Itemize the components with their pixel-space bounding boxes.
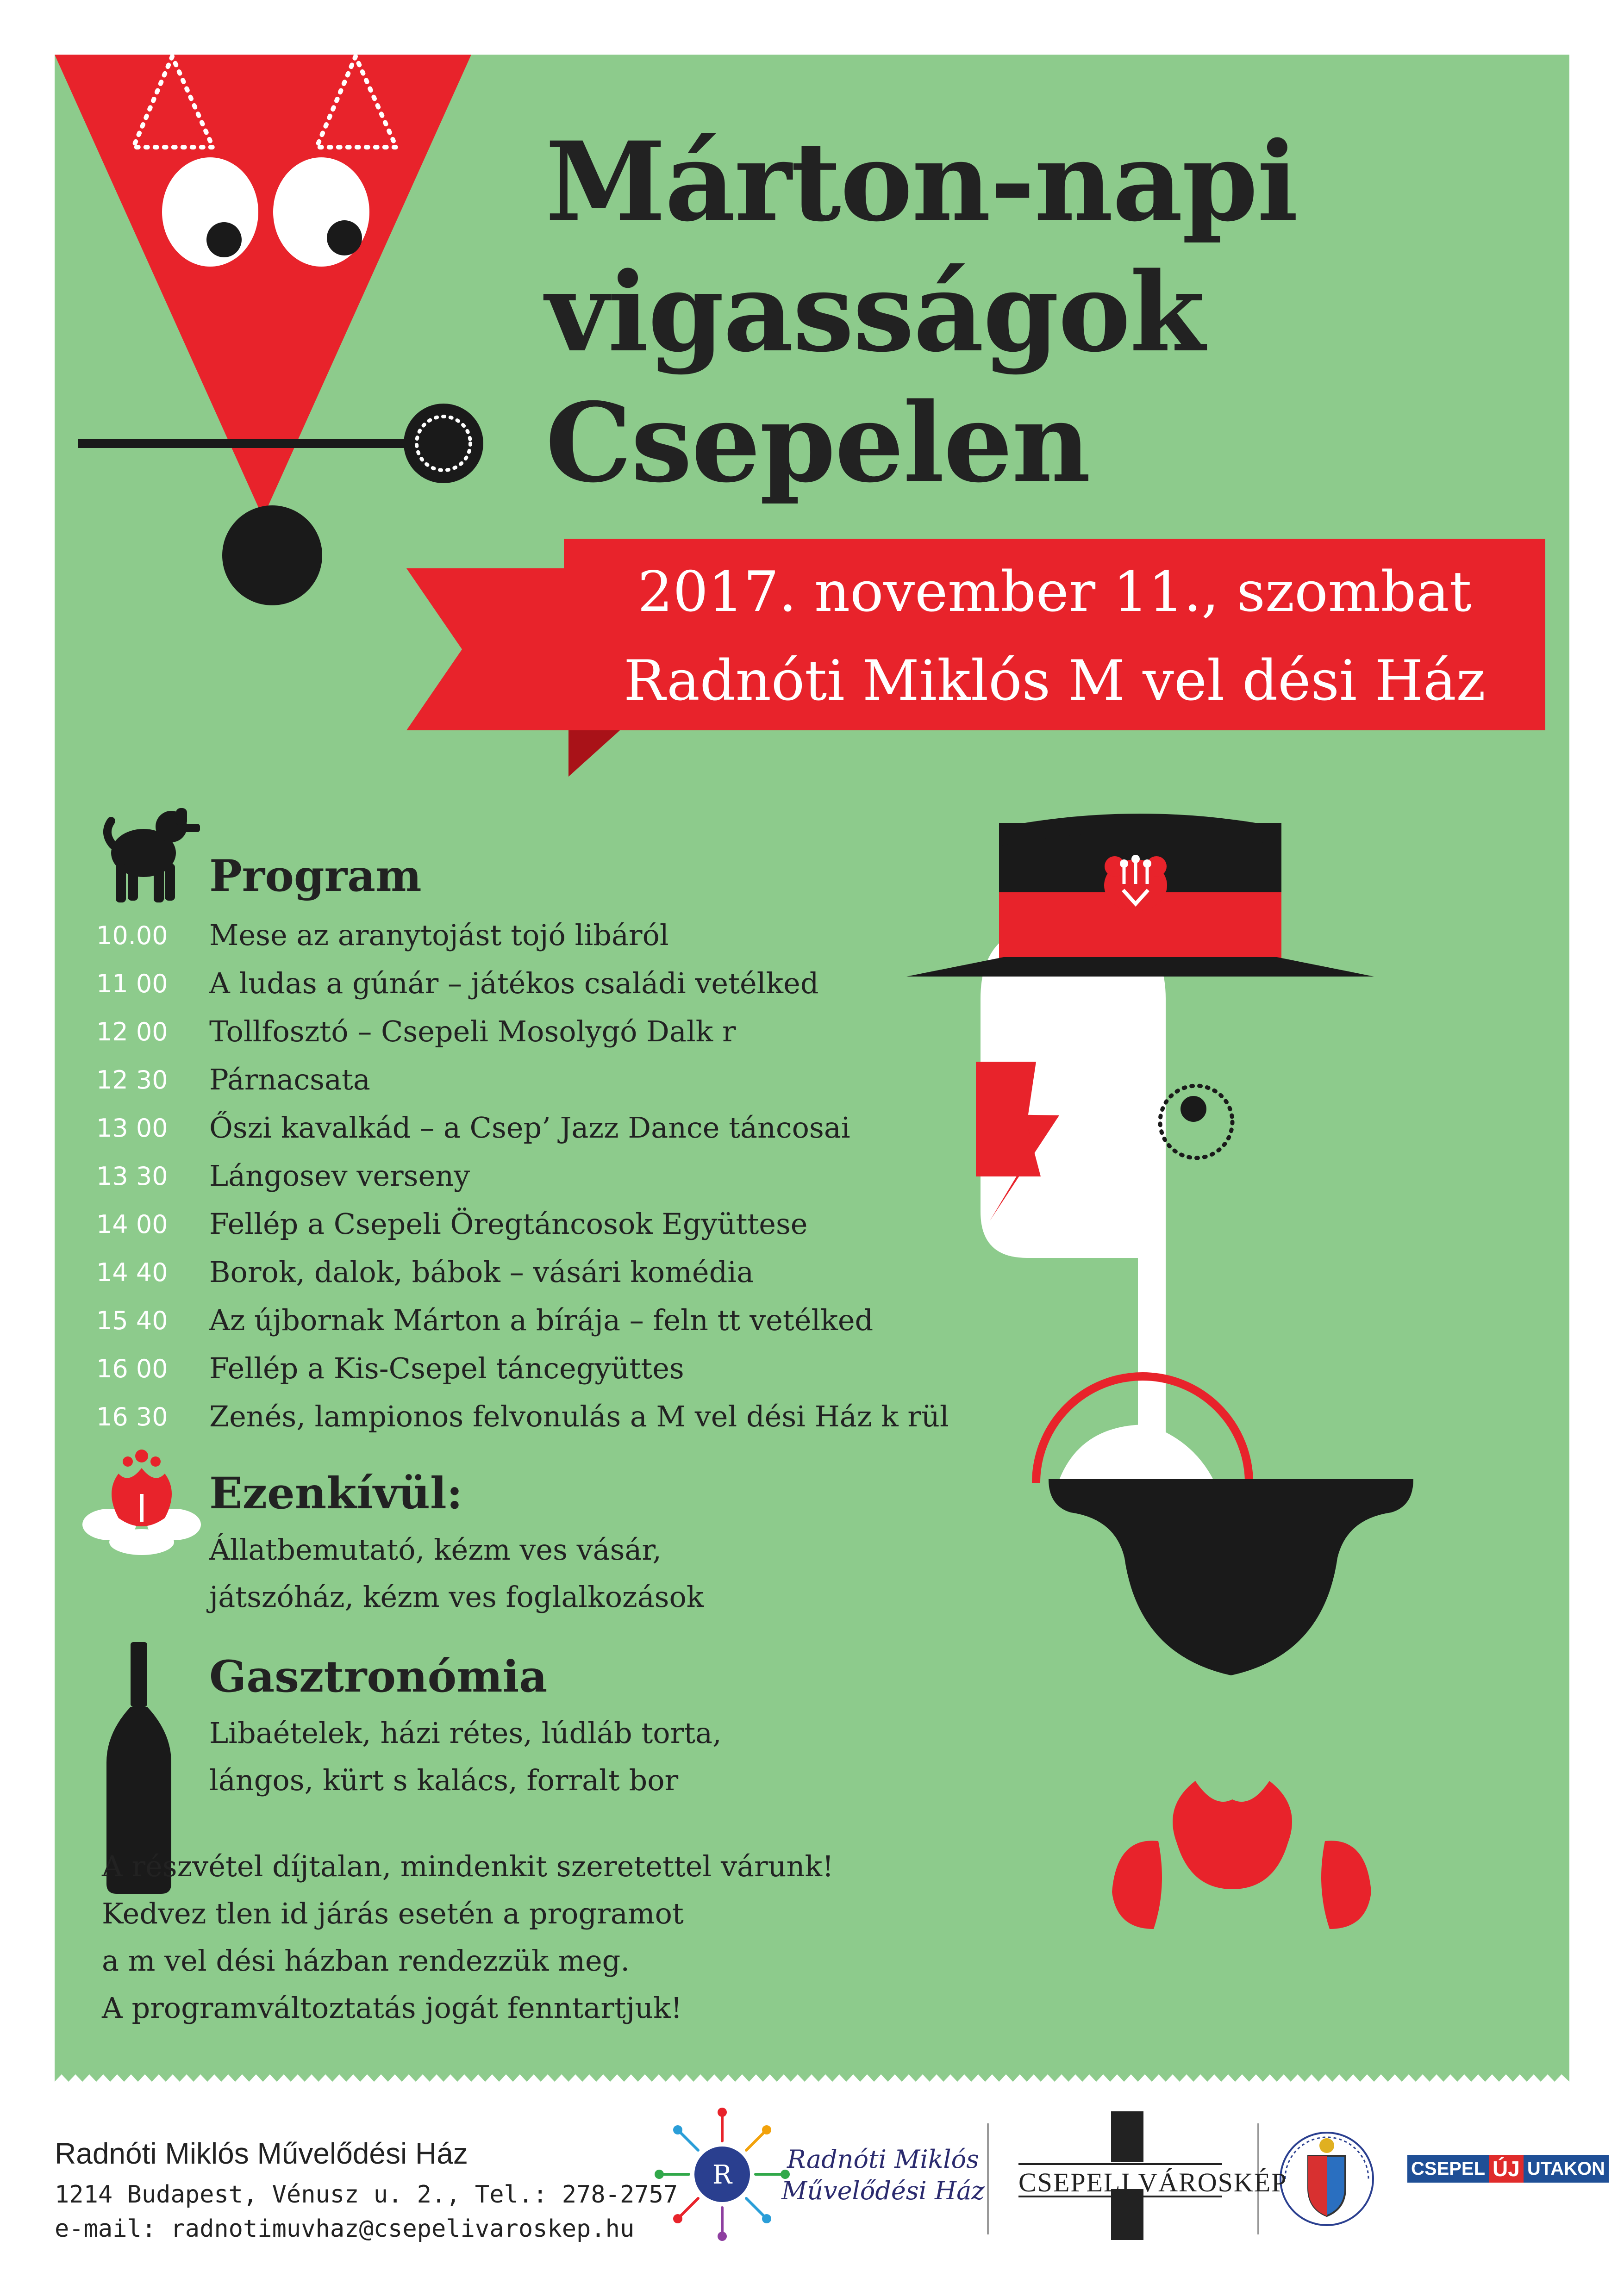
program-event: Fellép a Csepeli Öregtáncosok Együttese — [209, 1207, 808, 1241]
program-time: 16 00 — [96, 1354, 168, 1383]
program-event: Tollfosztó – Csepeli Mosolygó Dalk r — [209, 1014, 736, 1048]
program-time: 14 00 — [96, 1210, 168, 1239]
footer-address: 1214 Budapest, Vénusz u. 2., Tel.: 278-2757 — [55, 2181, 678, 2209]
csepeli-varoskep-text: CSEPELI VÁROSKÉP — [1018, 2167, 1287, 2197]
gastro-line: Libaételek, házi rétes, lúdláb torta, — [209, 1716, 722, 1750]
program-time: 10.00 — [96, 921, 168, 950]
event-venue: Radnóti Miklós M vel dési Ház — [624, 649, 1486, 713]
radnoti-logo-letter: R — [712, 2160, 732, 2190]
title-line-1: Márton-napi — [545, 118, 1298, 246]
poster — [55, 55, 1569, 2082]
program-event: A ludas a gúnár – játékos családi vetélked — [209, 966, 819, 1000]
program-event: Párnacsata — [209, 1063, 370, 1096]
dog-icon — [107, 808, 200, 902]
csepel-crest-icon — [1280, 2133, 1373, 2225]
zigzag-edge — [55, 2074, 1569, 2082]
fox-icon — [55, 55, 483, 605]
note-line: Kedvez tlen id járás esetén a programot — [102, 1897, 684, 1930]
program-time: 12 30 — [96, 1065, 168, 1095]
radnoti-logo-line-2: Művelődési Ház — [781, 2176, 985, 2205]
note-line: a m vel dési házban rendezzük meg. — [102, 1944, 630, 1978]
program-event: Őszi kavalkád – a Csep’ Jazz Dance táncosai — [209, 1111, 850, 1145]
csepel-uj-utakon-logo — [1407, 2155, 1609, 2183]
goose-icon — [906, 814, 1413, 1929]
footer-email[interactable]: e-mail: radnotimuvhaz@csepelivaroskep.hu — [55, 2215, 635, 2243]
hat-flower-icon — [1104, 855, 1167, 911]
program-event: Borok, dalok, bábok – vásári komédia — [209, 1255, 754, 1289]
event-date: 2017. november 11., szombat — [637, 560, 1472, 624]
tulip-icon — [82, 1450, 201, 1555]
gastro-heading: Gasztronómia — [209, 1651, 548, 1702]
note-line: A részvétel díjtalan, mindenkit szeretettel várunk! — [102, 1849, 834, 1883]
radnoti-logo-icon — [655, 2108, 790, 2241]
fire-icon — [1112, 1781, 1371, 1929]
gastro-line: lángos, kürt s kalács, forralt bor — [209, 1763, 679, 1797]
footer-org-name: Radnóti Miklós Művelődési Ház — [55, 2137, 468, 2170]
program-time: 14 40 — [96, 1258, 168, 1287]
csepel-uj-word-1: CSEPEL — [1407, 2155, 1489, 2183]
program-time: 16 30 — [96, 1402, 168, 1431]
program-time: 11 00 — [96, 969, 168, 998]
title-line-3: Csepelen — [545, 379, 1090, 507]
program-event: Az újbornak Márton a bírája – feln tt vetélked — [209, 1303, 874, 1337]
program-event: Mese az aranytojást tojó libáról — [209, 918, 669, 952]
title-line-2: vigasságok — [545, 249, 1205, 376]
radnoti-logo-line-1: Radnóti Miklós — [787, 2145, 979, 2174]
program-heading: Program — [209, 851, 422, 902]
extras-heading: Ezenkívül: — [209, 1468, 463, 1519]
footer — [0, 2082, 1624, 2296]
extras-line: játszóház, kézm ves foglalkozások — [209, 1580, 704, 1614]
program-time: 13 30 — [96, 1162, 168, 1191]
extras-line: Állatbemutató, kézm ves vásár, — [209, 1533, 662, 1567]
program-time: 12 00 — [96, 1017, 168, 1046]
program-event: Lángosev verseny — [209, 1159, 470, 1193]
program-event: Fellép a Kis-Csepel táncegyüttes — [209, 1351, 684, 1385]
csepel-uj-word-2: ÚJ — [1489, 2155, 1524, 2183]
program-event: Zenés, lampionos felvonulás a M vel dési Ház k rül — [209, 1400, 949, 1433]
note-line: A programváltoztatás jogát fenntartjuk! — [102, 1991, 682, 2025]
program-time: 13 00 — [96, 1114, 168, 1143]
csepel-uj-word-3: UTAKON — [1524, 2155, 1609, 2183]
program-time: 15 40 — [96, 1306, 168, 1335]
